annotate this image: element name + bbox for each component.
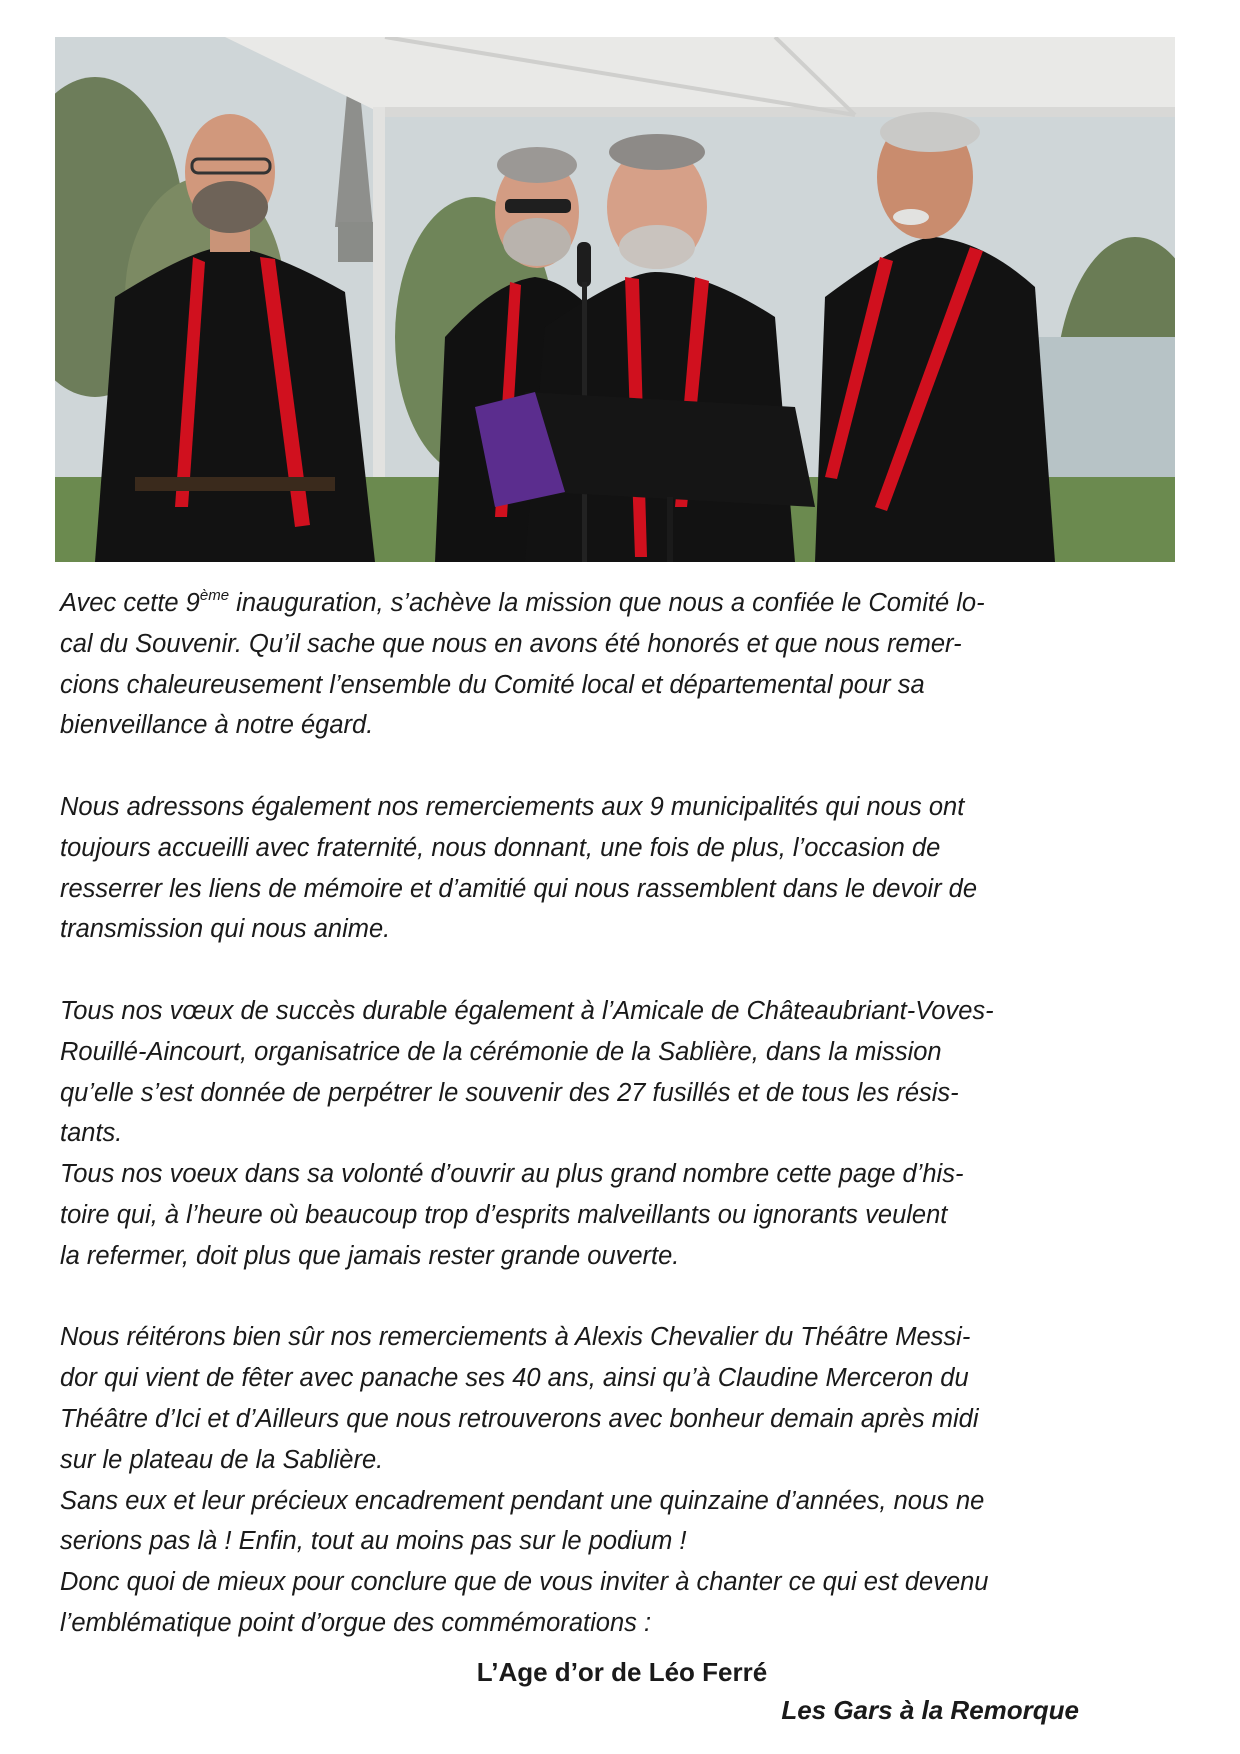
song-title: L’Age d’or de Léo Ferré bbox=[476, 1657, 768, 1687]
text-line: Nous réitérons bien sûr nos remerciements à Alexis Chevalier du Théâtre Messi- bbox=[60, 1323, 971, 1352]
paragraph-gap bbox=[60, 746, 1172, 787]
text-line: bienveillance à notre égard. bbox=[60, 711, 374, 740]
text-line: sur le plateau de la Sablière. bbox=[60, 1445, 384, 1474]
text-line: Tous nos voeux dans sa volonté d’ouvrir au plus grand nombre cette page d’his- bbox=[60, 1160, 964, 1189]
paragraph-1 bbox=[60, 583, 1172, 746]
text-line: toire qui, à l’heure où beaucoup trop d’esprits malveillants ou ignorants veulent bbox=[60, 1200, 948, 1229]
singers-photo-illustration bbox=[55, 37, 1175, 562]
text-line: Donc quoi de mieux pour conclure que de vous inviter à chanter ce qui est devenu bbox=[60, 1568, 989, 1597]
text-line bbox=[60, 583, 1172, 624]
ordinal-superscript: ème bbox=[199, 586, 230, 604]
paragraph-3 bbox=[60, 991, 1172, 1277]
text-line: resserrer les liens de mémoire et d’amitié qui nous rassemblent dans le devoir de bbox=[60, 874, 978, 903]
paragraph-gap bbox=[60, 1277, 1172, 1318]
text-line: tants. bbox=[60, 1119, 123, 1148]
text-line: cal du Souvenir. Qu’il sache que nous en avons été honorés et que nous remer- bbox=[60, 629, 962, 658]
text-line: toujours accueilli avec fraternité, nous donnant, une fois de plus, l’occasion de bbox=[60, 833, 941, 862]
text-line: Tous nos vœux de succès durable également à l’Amicale de Châteaubriant-Voves- bbox=[60, 996, 994, 1025]
text-line: qu’elle s’est donnée de perpétrer le souvenir des 27 fusillés et de tous les résis- bbox=[60, 1078, 959, 1107]
text-line: Sans eux et leur précieux encadrement pendant une quinzaine d’années, nous ne bbox=[60, 1486, 985, 1515]
text-line: Théâtre d’Ici et d’Ailleurs que nous retrouverons avec bonheur demain après midi bbox=[60, 1404, 979, 1433]
text-line: Nous adressons également nos remerciements aux 9 municipalités qui nous ont bbox=[60, 792, 965, 821]
signature: Les Gars à la Remorque bbox=[781, 1695, 1079, 1725]
text-line: cions chaleureusement l’ensemble du Comité local et départemental pour sa bbox=[60, 670, 925, 699]
text-line: la refermer, doit plus que jamais rester grande ouverte. bbox=[60, 1241, 680, 1270]
paragraph-2 bbox=[60, 787, 1172, 950]
text-line: transmission qui nous anime. bbox=[60, 915, 391, 944]
text-line: serions pas là ! Enfin, tout au moins pas sur le podium ! bbox=[60, 1527, 687, 1556]
text-fragment: inauguration, s’achève la mission que nous a confiée le Comité lo- bbox=[229, 589, 985, 617]
text-fragment: Avec cette 9 bbox=[60, 589, 200, 617]
singers-photo bbox=[55, 37, 1175, 562]
text-line: Rouillé-Aincourt, organisatrice de la cérémonie de la Sablière, dans la mission bbox=[60, 1037, 942, 1066]
paragraph-4 bbox=[60, 1317, 1172, 1643]
text-line: dor qui vient de fêter avec panache ses 40 ans, ainsi qu’à Claudine Merceron du bbox=[60, 1364, 969, 1393]
text-line: l’emblématique point d’orgue des commémorations : bbox=[60, 1608, 652, 1637]
paragraph-gap bbox=[60, 950, 1172, 991]
article-body bbox=[60, 583, 1172, 1644]
